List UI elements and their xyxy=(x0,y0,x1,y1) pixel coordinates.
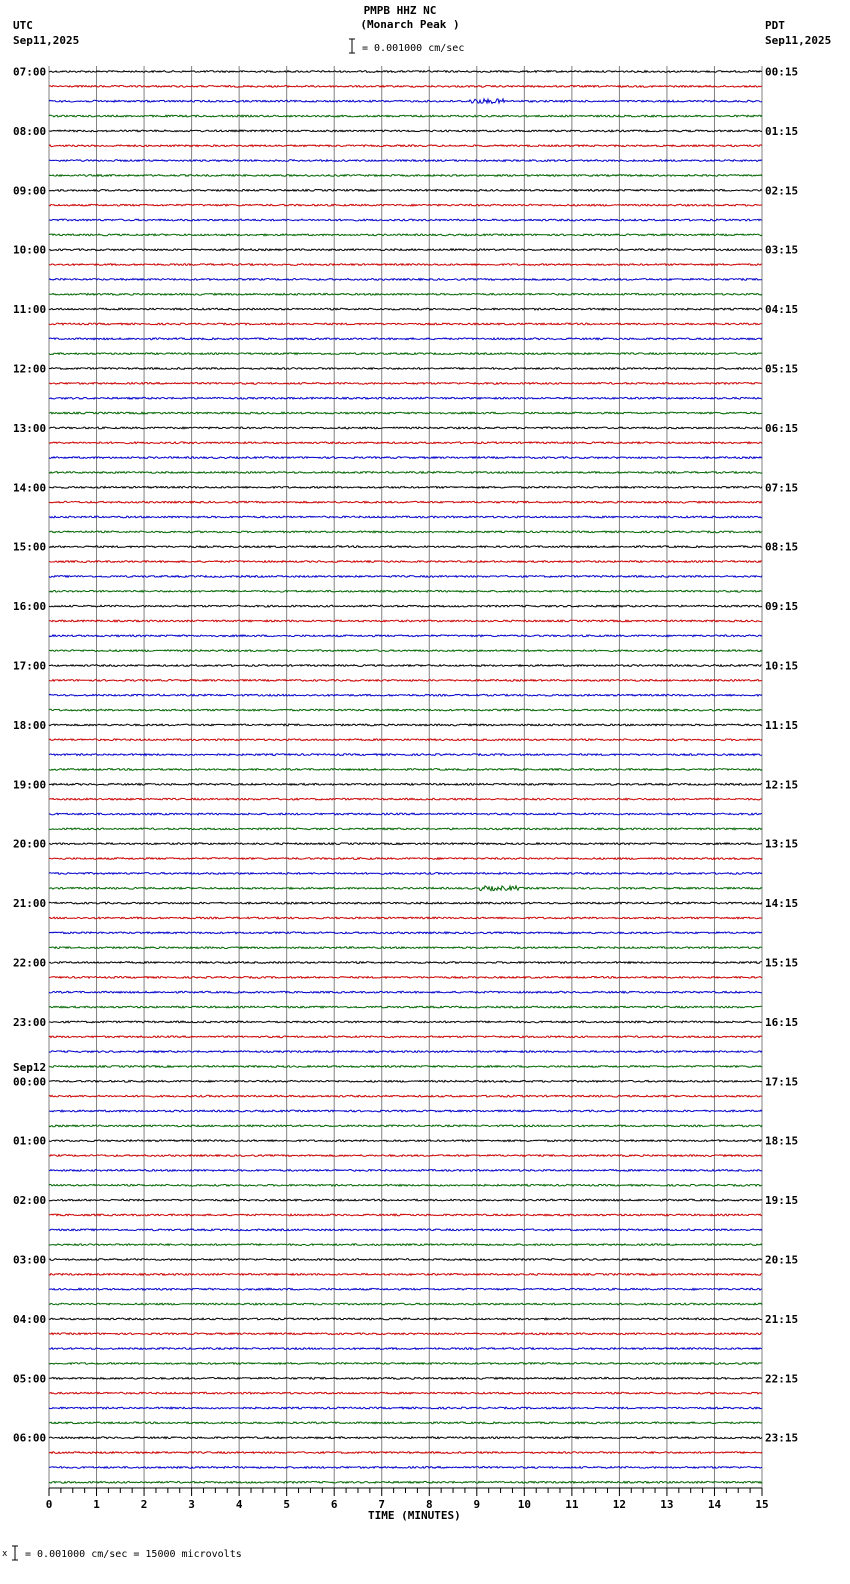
utc-hour-label: 21:00 xyxy=(13,897,47,911)
x-tick-label: 3 xyxy=(188,1498,195,1511)
trace-line xyxy=(49,977,762,979)
trace-line xyxy=(49,590,762,592)
left-timezone: UTC xyxy=(13,19,33,32)
trace-line xyxy=(49,886,762,891)
trace-line xyxy=(49,397,762,399)
trace-line xyxy=(49,279,762,281)
pdt-hour-label: 19:15 xyxy=(765,1194,799,1208)
pdt-hour-label: 03:15 xyxy=(765,243,799,257)
pdt-hour-label: 14:15 xyxy=(765,897,799,911)
trace-line xyxy=(49,1021,762,1023)
trace-line xyxy=(49,323,762,325)
utc-hour-label: 19:00 xyxy=(13,778,47,792)
trace-line xyxy=(49,947,762,949)
trace-line xyxy=(49,1006,762,1008)
x-tick-label: 0 xyxy=(45,1498,53,1511)
trace-line xyxy=(49,189,762,191)
pdt-hour-label: 02:15 xyxy=(765,184,799,198)
x-tick-label: 2 xyxy=(140,1498,148,1511)
trace-line xyxy=(49,1080,762,1082)
trace-line xyxy=(49,1125,762,1127)
footer-scale-bar-icon xyxy=(12,1546,18,1560)
pdt-hour-label: 20:15 xyxy=(765,1253,799,1267)
trace-line xyxy=(49,1377,762,1379)
scale-bar-icon xyxy=(349,39,355,53)
trace-line xyxy=(49,1036,762,1038)
trace-line xyxy=(49,219,762,221)
pdt-hour-label: 11:15 xyxy=(765,718,799,732)
footer-scale-note: = 0.001000 cm/sec = 15000 microvolts xyxy=(25,1549,242,1560)
x-tick-label: 15 xyxy=(755,1498,769,1511)
utc-hour-label: 14:00 xyxy=(13,481,47,495)
x-tick-label: 8 xyxy=(425,1498,433,1511)
trace-line xyxy=(49,798,762,800)
trace-line xyxy=(49,902,762,904)
trace-line xyxy=(49,843,762,845)
trace-line xyxy=(49,1318,762,1320)
pdt-hour-label: 15:15 xyxy=(765,956,799,970)
trace-line xyxy=(49,1363,762,1365)
pdt-hour-label: 04:15 xyxy=(765,303,799,317)
x-tick-label: 10 xyxy=(517,1498,531,1511)
station-title: PMPB HHZ NC xyxy=(363,4,437,17)
left-date: Sep11,2025 xyxy=(13,34,80,47)
x-tick-label: 7 xyxy=(378,1498,386,1511)
pdt-hour-label: 16:15 xyxy=(765,1015,799,1029)
trace-line xyxy=(49,1051,762,1053)
pdt-hour-label: 12:15 xyxy=(765,778,799,792)
utc-hour-label: 01:00 xyxy=(13,1134,47,1148)
trace-line xyxy=(49,576,762,578)
trace-line xyxy=(49,1244,762,1246)
pdt-hour-label: 17:15 xyxy=(765,1075,799,1089)
trace-line xyxy=(49,620,762,622)
trace-line xyxy=(49,160,762,162)
x-tick-label: 9 xyxy=(473,1498,481,1511)
utc-hour-label: 05:00 xyxy=(13,1372,47,1386)
utc-hour-label: 22:00 xyxy=(13,956,47,970)
trace-line xyxy=(49,1184,762,1186)
trace-line xyxy=(49,1467,762,1469)
utc-hour-label: 12:00 xyxy=(13,362,47,376)
utc-hour-label: 00:00 xyxy=(13,1075,47,1089)
pdt-hour-label: 22:15 xyxy=(765,1372,799,1386)
trace-line xyxy=(49,145,762,147)
x-tick-label: 6 xyxy=(330,1498,338,1511)
trace-line xyxy=(49,234,762,236)
utc-hour-label: 06:00 xyxy=(13,1431,47,1445)
pdt-hour-label: 08:15 xyxy=(765,540,799,554)
utc-hour-label: 09:00 xyxy=(13,184,47,198)
trace-line xyxy=(49,486,762,488)
right-date: Sep11,2025 xyxy=(765,34,832,47)
trace-line xyxy=(49,442,762,444)
trace-line xyxy=(49,605,762,607)
trace-line xyxy=(49,650,762,652)
footer-marker: x xyxy=(2,1549,8,1559)
trace-line xyxy=(49,71,762,73)
trace-line xyxy=(49,1170,762,1172)
trace-line xyxy=(49,249,762,251)
trace-line xyxy=(49,991,762,993)
trace-line xyxy=(49,99,762,104)
utc-hour-label: 23:00 xyxy=(13,1015,47,1029)
trace-line xyxy=(49,561,762,563)
trace-line xyxy=(49,1110,762,1112)
x-tick-label: 1 xyxy=(93,1498,100,1511)
trace-line xyxy=(49,516,762,518)
utc-hour-label: 13:00 xyxy=(13,421,47,435)
x-tick-label: 14 xyxy=(707,1498,722,1511)
pdt-hour-label: 05:15 xyxy=(765,362,799,376)
utc-hour-label: 03:00 xyxy=(13,1253,47,1267)
pdt-hour-label: 21:15 xyxy=(765,1312,799,1326)
trace-line xyxy=(49,739,762,741)
trace-line xyxy=(49,680,762,682)
x-axis-label: TIME (MINUTES) xyxy=(368,1509,461,1522)
utc-hour-label: 20:00 xyxy=(13,837,47,851)
trace-line xyxy=(49,1303,762,1305)
trace-line xyxy=(49,383,762,385)
trace-line xyxy=(49,130,762,132)
trace-line xyxy=(49,1407,762,1409)
trace-line xyxy=(49,1348,762,1350)
trace-line xyxy=(49,828,762,830)
pdt-hour-label: 23:15 xyxy=(765,1431,799,1445)
trace-line xyxy=(49,531,762,533)
trace-line xyxy=(49,175,762,177)
pdt-hour-label: 01:15 xyxy=(765,124,799,138)
utc-hour-label: 07:00 xyxy=(13,65,47,79)
trace-line xyxy=(49,709,762,711)
station-location: (Monarch Peak ) xyxy=(360,18,460,31)
utc-hour-label: 18:00 xyxy=(13,718,47,732)
trace-line xyxy=(49,635,762,637)
right-timezone: PDT xyxy=(765,19,785,32)
trace-line xyxy=(49,353,762,355)
trace-line xyxy=(49,1333,762,1335)
trace-line xyxy=(49,1274,762,1276)
pdt-hour-label: 10:15 xyxy=(765,659,799,673)
trace-line xyxy=(49,754,762,756)
trace-line xyxy=(49,813,762,815)
trace-line xyxy=(49,472,762,474)
trace-line xyxy=(49,1066,762,1068)
utc-hour-label: 17:00 xyxy=(13,659,47,673)
x-tick-label: 5 xyxy=(283,1498,290,1511)
trace-line xyxy=(49,412,762,414)
trace-line xyxy=(49,932,762,934)
utc-hour-label: 04:00 xyxy=(13,1312,47,1326)
scale-label: = 0.001000 cm/sec xyxy=(362,43,465,54)
trace-line xyxy=(49,86,762,88)
trace-line xyxy=(49,917,762,919)
trace-line xyxy=(49,665,762,667)
utc-hour-label: 10:00 xyxy=(13,243,47,257)
trace-line xyxy=(49,1214,762,1216)
utc-hour-label: 15:00 xyxy=(13,540,47,554)
utc-hour-label: 02:00 xyxy=(13,1194,47,1208)
trace-line xyxy=(49,1481,762,1483)
trace-line xyxy=(49,368,762,370)
trace-line xyxy=(49,115,762,117)
trace-line xyxy=(49,858,762,860)
trace-line xyxy=(49,724,762,726)
x-tick-label: 4 xyxy=(235,1498,243,1511)
trace-line xyxy=(49,204,762,206)
utc-hour-label: 16:00 xyxy=(13,600,47,614)
trace-line xyxy=(49,457,762,459)
pdt-hour-label: 07:15 xyxy=(765,481,799,495)
trace-line xyxy=(49,1140,762,1142)
trace-line xyxy=(49,962,762,964)
trace-line xyxy=(49,1392,762,1394)
utc-hour-label: 11:00 xyxy=(13,303,47,317)
trace-line xyxy=(49,501,762,503)
pdt-hour-label: 00:15 xyxy=(765,65,799,79)
pdt-hour-label: 18:15 xyxy=(765,1134,799,1148)
utc-hour-label: 08:00 xyxy=(13,124,47,138)
trace-line xyxy=(49,427,762,429)
trace-line xyxy=(49,293,762,295)
trace-line xyxy=(49,1259,762,1261)
trace-line xyxy=(49,1199,762,1201)
pdt-hour-label: 09:15 xyxy=(765,600,799,614)
trace-line xyxy=(49,264,762,266)
date-change-label: Sep12 xyxy=(13,1061,47,1074)
trace-line xyxy=(49,1155,762,1157)
trace-line xyxy=(49,1422,762,1424)
trace-line xyxy=(49,1452,762,1454)
x-tick-label: 13 xyxy=(660,1498,674,1511)
trace-line xyxy=(49,1288,762,1290)
trace-line xyxy=(49,546,762,548)
pdt-hour-label: 06:15 xyxy=(765,421,799,435)
trace-line xyxy=(49,1229,762,1231)
pdt-hour-label: 13:15 xyxy=(765,837,799,851)
trace-line xyxy=(49,873,762,875)
trace-line xyxy=(49,338,762,340)
trace-line xyxy=(49,308,762,310)
trace-line xyxy=(49,1095,762,1097)
trace-line xyxy=(49,1437,762,1439)
trace-line xyxy=(49,694,762,696)
x-tick-label: 11 xyxy=(565,1498,579,1511)
trace-line xyxy=(49,783,762,785)
x-tick-label: 12 xyxy=(612,1498,627,1511)
trace-line xyxy=(49,769,762,771)
